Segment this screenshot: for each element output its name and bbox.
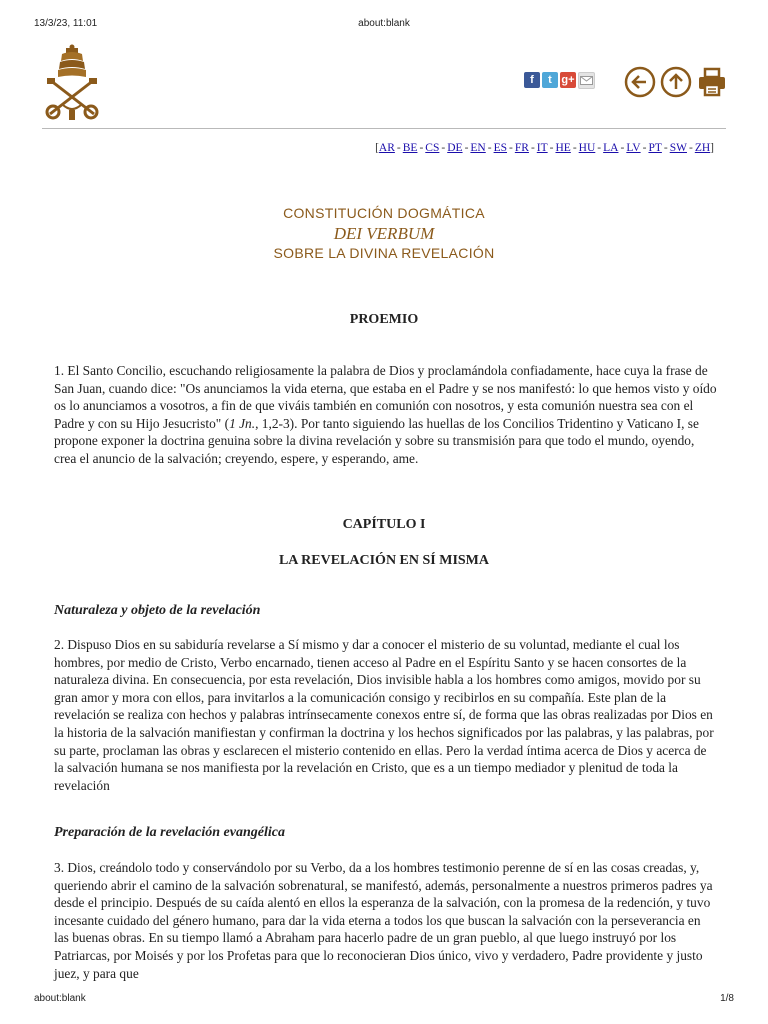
print-icon[interactable] [696,66,728,98]
lang-link-es[interactable]: ES [493,142,508,154]
lang-link-de[interactable]: DE [447,142,463,154]
print-date: 13/3/23, 11:01 [34,18,98,29]
lang-link-hu[interactable]: HU [578,142,596,154]
lang-separator: - [419,142,424,154]
holy-see-logo-icon[interactable] [40,44,104,122]
twitter-icon[interactable]: t [542,72,558,88]
language-links [375,142,714,154]
lang-separator: - [620,142,625,154]
document-title [0,205,768,262]
lang-separator: - [464,142,469,154]
lang-separator: - [441,142,446,154]
lang-separator: - [597,142,602,154]
lang-link-lv[interactable]: LV [626,142,641,154]
lang-separator: - [572,142,577,154]
lang-link-zh[interactable]: ZH [694,142,711,154]
section-title-1: Naturaleza y objeto de la revelación [54,603,261,618]
lang-separator: - [396,142,401,154]
paragraph-1 [54,362,718,468]
email-icon[interactable] [578,72,595,89]
page-nav-icons [624,66,728,98]
page-number: 1/8 [720,993,734,1004]
facebook-icon[interactable]: f [524,72,540,88]
title-line2: DEI VERBUM [333,224,435,243]
lang-link-en[interactable]: EN [470,142,486,154]
header-divider [42,128,726,129]
lang-separator: - [509,142,513,154]
section-title-2: Preparación de la revelación evangélica [54,825,285,840]
lang-link-ar[interactable]: AR [378,142,395,154]
lang-separator: - [530,142,535,154]
chapter-heading: CAPÍTULO I [342,517,426,532]
lang-separator: - [663,142,668,154]
lang-link-fr[interactable]: FR [514,142,529,154]
print-footer [0,993,768,1007]
lang-link-be[interactable]: BE [402,142,418,154]
footer-url: about:blank [34,993,86,1004]
lang-separator: - [549,142,554,154]
title-line3: SOBRE LA DIVINA REVELACIÓN [273,245,495,261]
title-line1: CONSTITUCIÓN DOGMÁTICA [283,205,485,221]
lang-link-it[interactable]: IT [536,142,548,154]
paragraph-1-text: 1. El Santo Concilio, escuchando religiosamente la palabra de Dios y proclamándola confiadamente, hace cuya la frase de San Juan, cuando dice: "Os anunciamos la vida eterna, que estaba en el Padre y se nos manifestó: lo que hemos visto y oído os lo anunciamos a vosotros, a fin de que viváis también en comunión con nosotros, y esta comunión nuestra sea con el Padre y con su Hijo Jesucristo" ( [54,363,717,431]
paragraph-3: 3. Dios, creándolo todo y conservándolo por su Verbo, da a los hombres testimonio perenne de sí en las cosas creadas, y, queriendo abrir el camino de la salvación sobrenatural, se manifestó, además, personalmente a nuestros primeros padres ya desde el principio. Después de su caída alentó en ellos la esperanza de la salvación, con la promesa de la redención, y tuvo incesante cuidado del género humano, para dar la vida eterna a todos los que buscan la salvación con la perseverancia en las buenas obras. En su tiempo llamó a Abraham para hacerlo padre de un gran pueblo, al que luego instruyó por los Patriarcas, por Moisés y por los Profetas para que lo reconocieran Dios único, vivo y verdadero, Padre providente y justo juez, y para que [54,860,713,981]
lang-bracket-open: [ [375,142,379,154]
lang-link-la[interactable]: LA [603,142,619,154]
lang-link-pt[interactable]: PT [648,142,662,154]
paragraph-1-ref: 1 Jn. [229,415,256,431]
paragraph-2: 2. Dispuso Dios en su sabiduría revelarse a Sí mismo y dar a conocer el misterio de su voluntad, mediante el cual los hombres, por medio de Cristo, Verbo encarnado, tienen acceso al Padre en el Espíritu Santo y se hacen consortes de la naturaleza divina. En consecuencia, por esta revelación, Dios invisible habla a los hombres como amigos, movido por su gran amor y mora con ellos, para invitarlos a la comunicación consigo y recibirlos en su compañía. Este plan de la revelación se realiza con hechos y palabras intrínsecamente conexos entre sí, de forma que las obras realizadas por Dios en la historia de la salvación manifiestan y confirman la doctrina y los hechos significados por las palabras, y las palabras, por su parte, proclaman las obras y esclarecen el misterio contenido en ellas. Pero la verdad íntima acerca de Dios y acerca de la salvación humana se nos manifiesta por la revelación en Cristo, que es a un tiempo mediador y plenitud de toda la revelación [54,637,714,793]
lang-link-sw[interactable]: SW [669,142,687,154]
lang-separator: - [642,142,647,154]
up-arrow-icon[interactable] [660,66,692,98]
print-header [0,18,768,32]
chapter-subtitle: LA REVELACIÓN EN SÍ MISMA [278,553,490,568]
lang-link-cs[interactable]: CS [425,142,440,154]
google-plus-icon[interactable]: g+ [561,74,575,86]
paragraph-1-text-end: , 1,2-3). Por tanto siguiendo las huellas de los Concilios Tridentino y Vaticano I, se propone exponer la doctrina genuina sobre la divina revelación y sobre su transmisión para que todo el mundo, oyendo, crea el anuncio de la salvación; creyendo, espere, y esperando, ame. [54,415,699,466]
lang-separator: - [688,142,693,154]
lang-bracket-close: ] [710,142,714,154]
back-arrow-icon[interactable] [624,66,656,98]
lang-separator: - [487,142,492,154]
print-url: about:blank [358,18,410,29]
lang-link-he[interactable]: HE [555,142,571,154]
social-share-bar [524,72,595,90]
proemio-heading: PROEMIO [349,312,419,327]
